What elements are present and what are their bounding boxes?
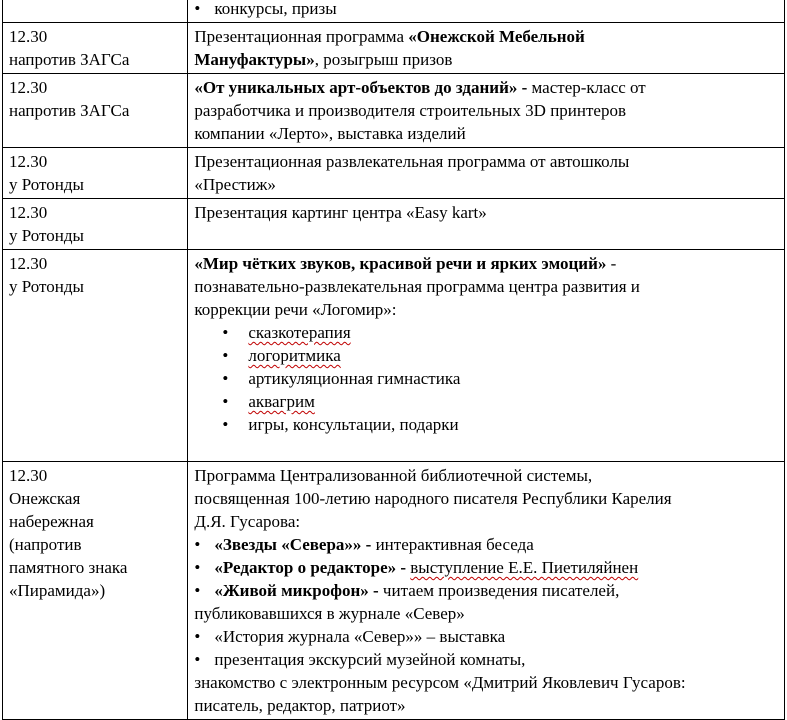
event-line: Презентация картинг центра «Easy kart» bbox=[194, 203, 487, 222]
time: 12.30 bbox=[9, 203, 48, 222]
table-row bbox=[3, 148, 785, 199]
event-line: «От уникальных арт-объектов до зданий» - мастер-класс от bbox=[194, 78, 646, 97]
event-cell bbox=[188, 462, 785, 720]
event-line: разработчика и производителя строительных 3D принтеров bbox=[194, 101, 626, 120]
time-place-cell bbox=[3, 250, 188, 462]
time-place-cell bbox=[3, 148, 188, 199]
event-line: Программа Централизованной библиотечной системы, bbox=[194, 466, 593, 485]
event-line: познавательно-развлекательная программа центра развития и bbox=[194, 277, 640, 296]
event-cell bbox=[188, 0, 785, 23]
event-line: «Мир чётких звуков, красивой речи и ярких эмоций» - bbox=[194, 254, 617, 273]
time-place-cell bbox=[3, 0, 188, 23]
schedule-table bbox=[2, 0, 785, 720]
place: (напротив bbox=[9, 535, 82, 554]
bullet-icon: • bbox=[222, 323, 229, 342]
list-item: • «Звезды «Севера»» - интерактивная беседа bbox=[194, 535, 534, 554]
bullet-icon: • bbox=[222, 369, 229, 388]
event-line: Мануфактуры», розыгрыш призов bbox=[194, 50, 453, 69]
place: у Ротонды bbox=[9, 175, 84, 194]
event-line: коррекции речи «Логомир»: bbox=[194, 300, 397, 319]
event-line: Презентационная программа «Онежской Мебельной bbox=[194, 27, 585, 46]
event-line: знакомство с электронным ресурсом «Дмитрий Яковлевич Гусаров: bbox=[194, 673, 686, 692]
list-item: • игры, консультации, подарки bbox=[222, 415, 459, 434]
table-row bbox=[3, 74, 785, 148]
bullet-icon: • bbox=[194, 0, 201, 18]
time-place-cell bbox=[3, 199, 188, 250]
time: 12.30 bbox=[9, 254, 48, 273]
list-item: • конкурсы, призы bbox=[194, 0, 778, 20]
list-item: • сказкотерапия bbox=[222, 323, 351, 342]
bullet-icon: • bbox=[194, 627, 201, 646]
event-line: «Престиж» bbox=[194, 175, 276, 194]
place: памятного знака bbox=[9, 558, 128, 577]
bullet-icon: • bbox=[194, 581, 201, 600]
time: 12.30 bbox=[9, 27, 48, 46]
list-item: • «Живой микрофон» - читаем произведения писателей, bbox=[194, 581, 620, 600]
event-cell bbox=[188, 148, 785, 199]
event-line: Презентационная развлекательная программа от автошколы bbox=[194, 152, 630, 171]
list-item: • логоритмика bbox=[222, 346, 341, 365]
event-line: компании «Лерто», выставка изделий bbox=[194, 124, 466, 143]
time-place-cell bbox=[3, 23, 188, 74]
event-cell bbox=[188, 199, 785, 250]
place: набережная bbox=[9, 512, 94, 531]
time: 12.30 bbox=[9, 152, 48, 171]
table-row bbox=[3, 199, 785, 250]
list-item: • «Редактор о редакторе» - выступление Е.Е. Пиетиляйнен bbox=[194, 558, 639, 577]
bullet-icon: • bbox=[222, 392, 229, 411]
bullet-icon: • bbox=[194, 650, 201, 669]
event-cell bbox=[188, 250, 785, 462]
list-item: • презентация экскурсий музейной комнаты, bbox=[194, 650, 526, 669]
list-item: • аквагрим bbox=[222, 392, 315, 411]
bullet-icon: • bbox=[194, 535, 201, 554]
event-cell bbox=[188, 23, 785, 74]
list-item: • артикуляционная гимнастика bbox=[222, 369, 461, 388]
event-line: публиковавшихся в журнале «Север» bbox=[194, 604, 465, 623]
event-line: Д.Я. Гусарова: bbox=[194, 512, 301, 531]
table-row bbox=[3, 462, 785, 720]
bullet-icon: • bbox=[222, 346, 229, 365]
time: 12.30 bbox=[9, 466, 48, 485]
place: напротив ЗАГСа bbox=[9, 50, 130, 69]
bullet-icon: • bbox=[222, 415, 229, 434]
event-line: писатель, редактор, патриот» bbox=[194, 696, 406, 715]
table-row bbox=[3, 23, 785, 74]
time-place-cell bbox=[3, 74, 188, 148]
list-item: • «История журнала «Север»» – выставка bbox=[194, 627, 506, 646]
table-row bbox=[3, 250, 785, 462]
place: у Ротонды bbox=[9, 277, 84, 296]
event-cell bbox=[188, 74, 785, 148]
table-row bbox=[3, 0, 785, 23]
event-line: посвященная 100-летию народного писателя Республики Карелия bbox=[194, 489, 672, 508]
place: у Ротонды bbox=[9, 226, 84, 245]
time: 12.30 bbox=[9, 78, 48, 97]
bullet-icon: • bbox=[194, 558, 201, 577]
place: напротив ЗАГСа bbox=[9, 101, 130, 120]
place: «Пирамида») bbox=[9, 581, 106, 600]
place: Онежская bbox=[9, 489, 81, 508]
spacer bbox=[194, 436, 778, 459]
time-place-cell bbox=[3, 462, 188, 720]
